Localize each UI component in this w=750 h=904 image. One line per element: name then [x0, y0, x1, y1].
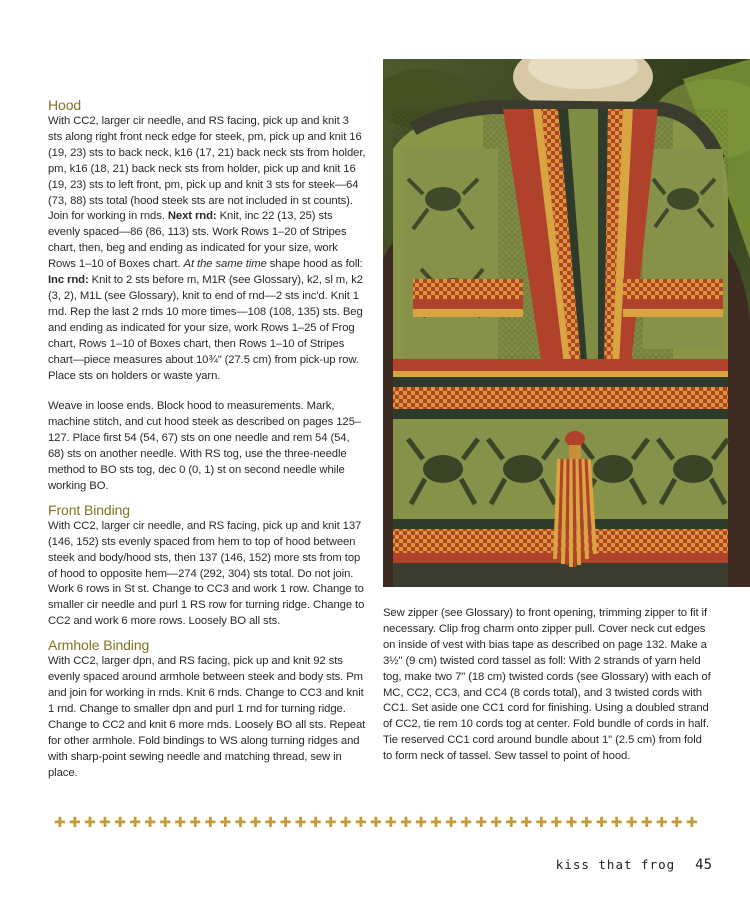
plus-ornament-icon: ✚ [670, 815, 683, 831]
plus-ornament-icon: ✚ [249, 815, 262, 831]
hood-heading: Hood [48, 97, 82, 113]
right-column [383, 606, 713, 765]
plus-ornament-icon: ✚ [174, 815, 187, 831]
plus-ornament-icon: ✚ [415, 815, 427, 831]
plus-ornament-icon: ✚ [685, 815, 698, 831]
plus-ornament-icon: ✚ [625, 815, 638, 831]
plus-ornament-icon: ✚ [204, 815, 217, 831]
plus-ornament-icon: ✚ [655, 815, 668, 831]
chapter-title: kiss that frog [555, 857, 676, 872]
plus-ornament-icon: ✚ [565, 815, 578, 831]
armhole-binding-heading: Armhole Binding [48, 637, 150, 654]
plus-ornament-icon: ✚ [385, 815, 397, 831]
plus-ornament-icon: ✚ [294, 815, 307, 831]
plus-ornament-icon: ✚ [84, 815, 96, 831]
plus-ornament-icon: ✚ [445, 815, 457, 831]
plus-ornament-icon: ✚ [234, 815, 247, 831]
plus-ornament-icon: ✚ [520, 815, 533, 831]
plus-ornament-icon: ✚ [640, 815, 653, 831]
plus-ornament-icon: ✚ [264, 815, 277, 831]
plus-ornament-icon: ✚ [54, 815, 66, 831]
plus-ornament-icon: ✚ [475, 815, 488, 831]
plus-ornament-icon: ✚ [535, 815, 548, 831]
plus-ornament-icon: ✚ [550, 815, 563, 831]
plus-ornament-icon: ✚ [279, 815, 292, 831]
hood-paragraph-1: With CC2, larger cir needle, and RS facing, pick up and knit 3 sts along right front neck edge for steek, pm, pick up and knit 16 (19, 23) sts to back neck, k16 (17, 21) back neck sts from holder, pm, k16 (18, 21) back neck sts from holder, pick up and knit 16 (19, 23) sts to left front, pm, pick up and knit 3 sts for steek—64 (73, 88) sts total (hood steek sts are not included in st counts). Join for working in rnds. Next rnd: Knit, inc 22 (13, 25) sts evenly spaced—86 (86, 113) sts. Work Rows 1–20 of Stripes chart, then, beg and ending as indicated for your size, work Rows 1–10 of Boxes chart. At the same time shape hood as foll: Inc rnd: Knit to 2 sts before m, M1R (see Glossary), k2, sl m, k2 (3, 2), M1L (see Glossary), knit to end of rnd—2 sts inc'd. Knit 1 rnd. Rep the last 2 rnds 10 more times—108 (108, 135) sts. Beg and ending as indicated for your size, work Rows 1–25 of Frog chart, Rows 1–10 of Boxes chart, then Rows 1–10 of Stripes chart—piece measures about 10¾" (27.5 cm) from pick-up row. Place sts on holders or waste yarn. [48, 115, 366, 382]
plus-ornament-icon: ✚ [159, 815, 172, 831]
plus-ornament-icon: ✚ [505, 815, 518, 831]
plus-ornament-icon: ✚ [69, 815, 81, 831]
front-binding-heading: Front Binding [48, 501, 130, 518]
plus-ornament-icon: ✚ [490, 815, 503, 831]
front-binding-paragraph: With CC2, larger cir needle, and RS facing, pick up and knit 137 (146, 152) sts evenly spaced from hem to top of hood between steek and body/hood sts, then 137 (146, 152) more sts from top of hood to opposite hem—274 (292, 304) sts total. Do not join. Work 6 rows in St st. Change to CC3 and work 1 row. Change to smaller cir needle and purl 1 RS row for turning ridge. Change to CC2 and work 6 more rows. Loosely BO all sts. [48, 519, 365, 628]
plus-ornament-icon: ✚ [595, 815, 608, 831]
hood-paragraph-2: Weave in loose ends. Block hood to measurements. Mark, machine stitch, and cut hood steek as described on pages 125–127. Place first 54 (54, 67) sts on one needle and rem 54 (54, 68) sts on another needle. With RS tog, use the three-needle method to BO sts tog, dec 0 (0, 1) st on second needle while working BO. [48, 400, 361, 492]
plus-ornament-icon: ✚ [354, 815, 367, 831]
left-column [48, 96, 366, 781]
plus-ornament-icon: ✚ [144, 815, 157, 831]
finishing-paragraph: Sew zipper (see Glossary) to front opening, trimming zipper to fit if necessary. Clip frog charm onto zipper pull. Cover neck cut edges on inside of vest with bias tape as described on page 132. Make a 3½" (9 cm) twisted cord tassel as foll: With 2 strands of yarn held tog, make two 7" (18 cm) twisted cords (see Glossary) with each of MC, CC2, CC3, and CC4 (8 cords total), and 3 twisted cords with CC1. Set aside one CC1 cord for finishing. Using a doubled strand of CC2, tie rem 10 cords tog at center. Fold bundle of cords in half. Tie reserved CC1 cord around bundle about 1" (2.5 cm) from fold to form neck of tassel. Sew tassel to point of hood. [383, 607, 711, 763]
plus-ornament-icon: ✚ [309, 815, 322, 831]
page-footer [556, 857, 712, 873]
plus-ornament-icon: ✚ [580, 815, 593, 831]
plus-ornament-icon: ✚ [400, 815, 412, 831]
plus-ornament-icon: ✚ [189, 815, 202, 831]
plus-ornament-icon: ✚ [610, 815, 623, 831]
plus-ornament-icon: ✚ [219, 815, 232, 831]
ornamental-divider [54, 815, 698, 831]
plus-ornament-icon: ✚ [99, 815, 111, 831]
plus-ornament-icon: ✚ [324, 815, 337, 831]
plus-ornament-icon: ✚ [114, 815, 126, 831]
plus-ornament-icon: ✚ [369, 815, 382, 831]
page-number: 45 [695, 857, 712, 873]
plus-ornament-icon: ✚ [430, 815, 442, 831]
plus-ornament-icon: ✚ [460, 815, 472, 831]
plus-ornament-icon: ✚ [339, 815, 352, 831]
vest-photo [383, 59, 750, 587]
plus-ornament-icon: ✚ [129, 815, 141, 831]
armhole-binding-paragraph: With CC2, larger dpn, and RS facing, pick up and knit 92 sts evenly spaced around armhole between steek and body sts. Pm and join for working in rnds. Knit 6 rnds. Change to CC3 and knit 1 rnd. Change to smaller dpn and purl 1 rnd for turning ridge. Change to CC2 and knit 6 more rnds. Loosely BO all sts. Repeat for other armhole. Fold bindings to WS along turning ridges and with sharp-point sewing needle and matching thread, sew in place. [48, 655, 366, 779]
